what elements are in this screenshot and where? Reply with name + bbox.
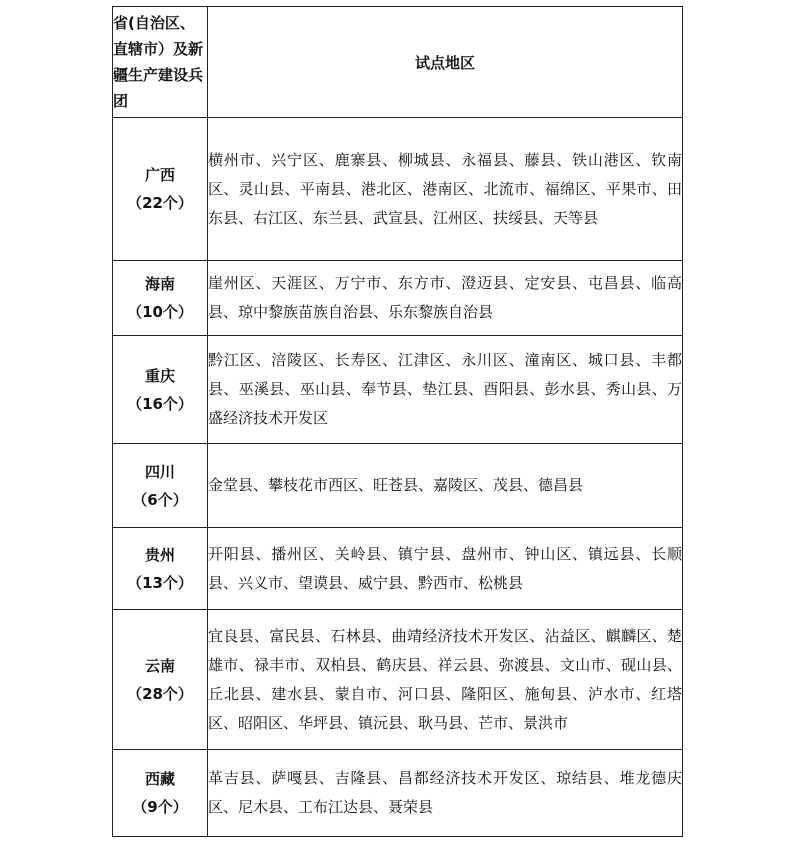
province-cell <box>113 610 208 750</box>
pilot-areas-cell: 金堂县、攀枝花市西区、旺苍县、嘉陵区、茂县、德昌县 <box>208 444 683 528</box>
province-count: （28个） <box>127 684 193 703</box>
province-name: 西藏 <box>144 770 175 788</box>
table-row <box>113 261 683 336</box>
province-name: 贵州 <box>144 545 175 564</box>
table-row <box>113 118 683 261</box>
province-count: （6个） <box>132 490 188 509</box>
province-count: （22个） <box>127 194 193 212</box>
pilot-areas-cell: 宜良县、富民县、石林县、曲靖经济技术开发区、沾益区、麒麟区、楚雄市、禄丰市、双柏县、鹤庆县、祥云县、弥渡县、文山市、砚山县、丘北县、建水县、蒙自市、河口县、隆阳区、施甸县、泸水市、红塔区、昭阳区、华坪县、镇沅县、耿马县、芒市、景洪市 <box>208 610 683 750</box>
province-cell <box>113 336 208 444</box>
pilot-areas-cell: 横州市、兴宁区、鹿寨县、柳城县、永福县、藤县、铁山港区、钦南区、灵山县、平南县、港北区、港南区、北流市、福绵区、平果市、田东县、右江区、东兰县、武宣县、江州区、扶绥县、天等县 <box>208 118 683 261</box>
province-count: （9个） <box>132 798 188 816</box>
province-count: （10个） <box>127 303 193 321</box>
pilot-areas-cell: 革吉县、萨嘎县、吉隆县、昌都经济技术开发区、琼结县、堆龙德庆区、尼木县、工布江达县、聂荣县 <box>208 750 683 837</box>
province-count: （16个） <box>127 394 193 413</box>
table-row <box>113 610 683 750</box>
province-column-header: 省(自治区、直辖市）及新疆生产建设兵团 <box>113 7 208 118</box>
table-header-row <box>113 7 683 118</box>
table-row <box>113 444 683 528</box>
area-column-header: 试点地区 <box>208 7 683 118</box>
pilot-areas-cell: 黔江区、涪陵区、长寿区、江津区、永川区、潼南区、城口县、丰都县、巫溪县、巫山县、奉节县、垫江县、酉阳县、彭水县、秀山县、万盛经济技术开发区 <box>208 336 683 444</box>
province-name: 广西 <box>144 166 175 184</box>
pilot-areas-cell: 崖州区、天涯区、万宁市、东方市、澄迈县、定安县、屯昌县、临高县、琼中黎族苗族自治县、乐东黎族自治县 <box>208 261 683 336</box>
pilot-areas-cell: 开阳县、播州区、关岭县、镇宁县、盘州市、钟山区、镇远县、长顺县、兴义市、望谟县、威宁县、黔西市、松桃县 <box>208 528 683 610</box>
province-count: （13个） <box>127 573 193 592</box>
province-cell <box>113 444 208 528</box>
province-name: 重庆 <box>144 366 175 385</box>
province-name: 海南 <box>144 275 175 293</box>
province-name: 四川 <box>144 462 175 481</box>
pilot-regions-table <box>112 6 683 837</box>
province-name: 云南 <box>144 656 175 675</box>
province-cell <box>113 261 208 336</box>
province-cell <box>113 750 208 837</box>
province-cell <box>113 528 208 610</box>
province-cell <box>113 118 208 261</box>
table-row <box>113 336 683 444</box>
table-row <box>113 750 683 837</box>
table-row <box>113 528 683 610</box>
